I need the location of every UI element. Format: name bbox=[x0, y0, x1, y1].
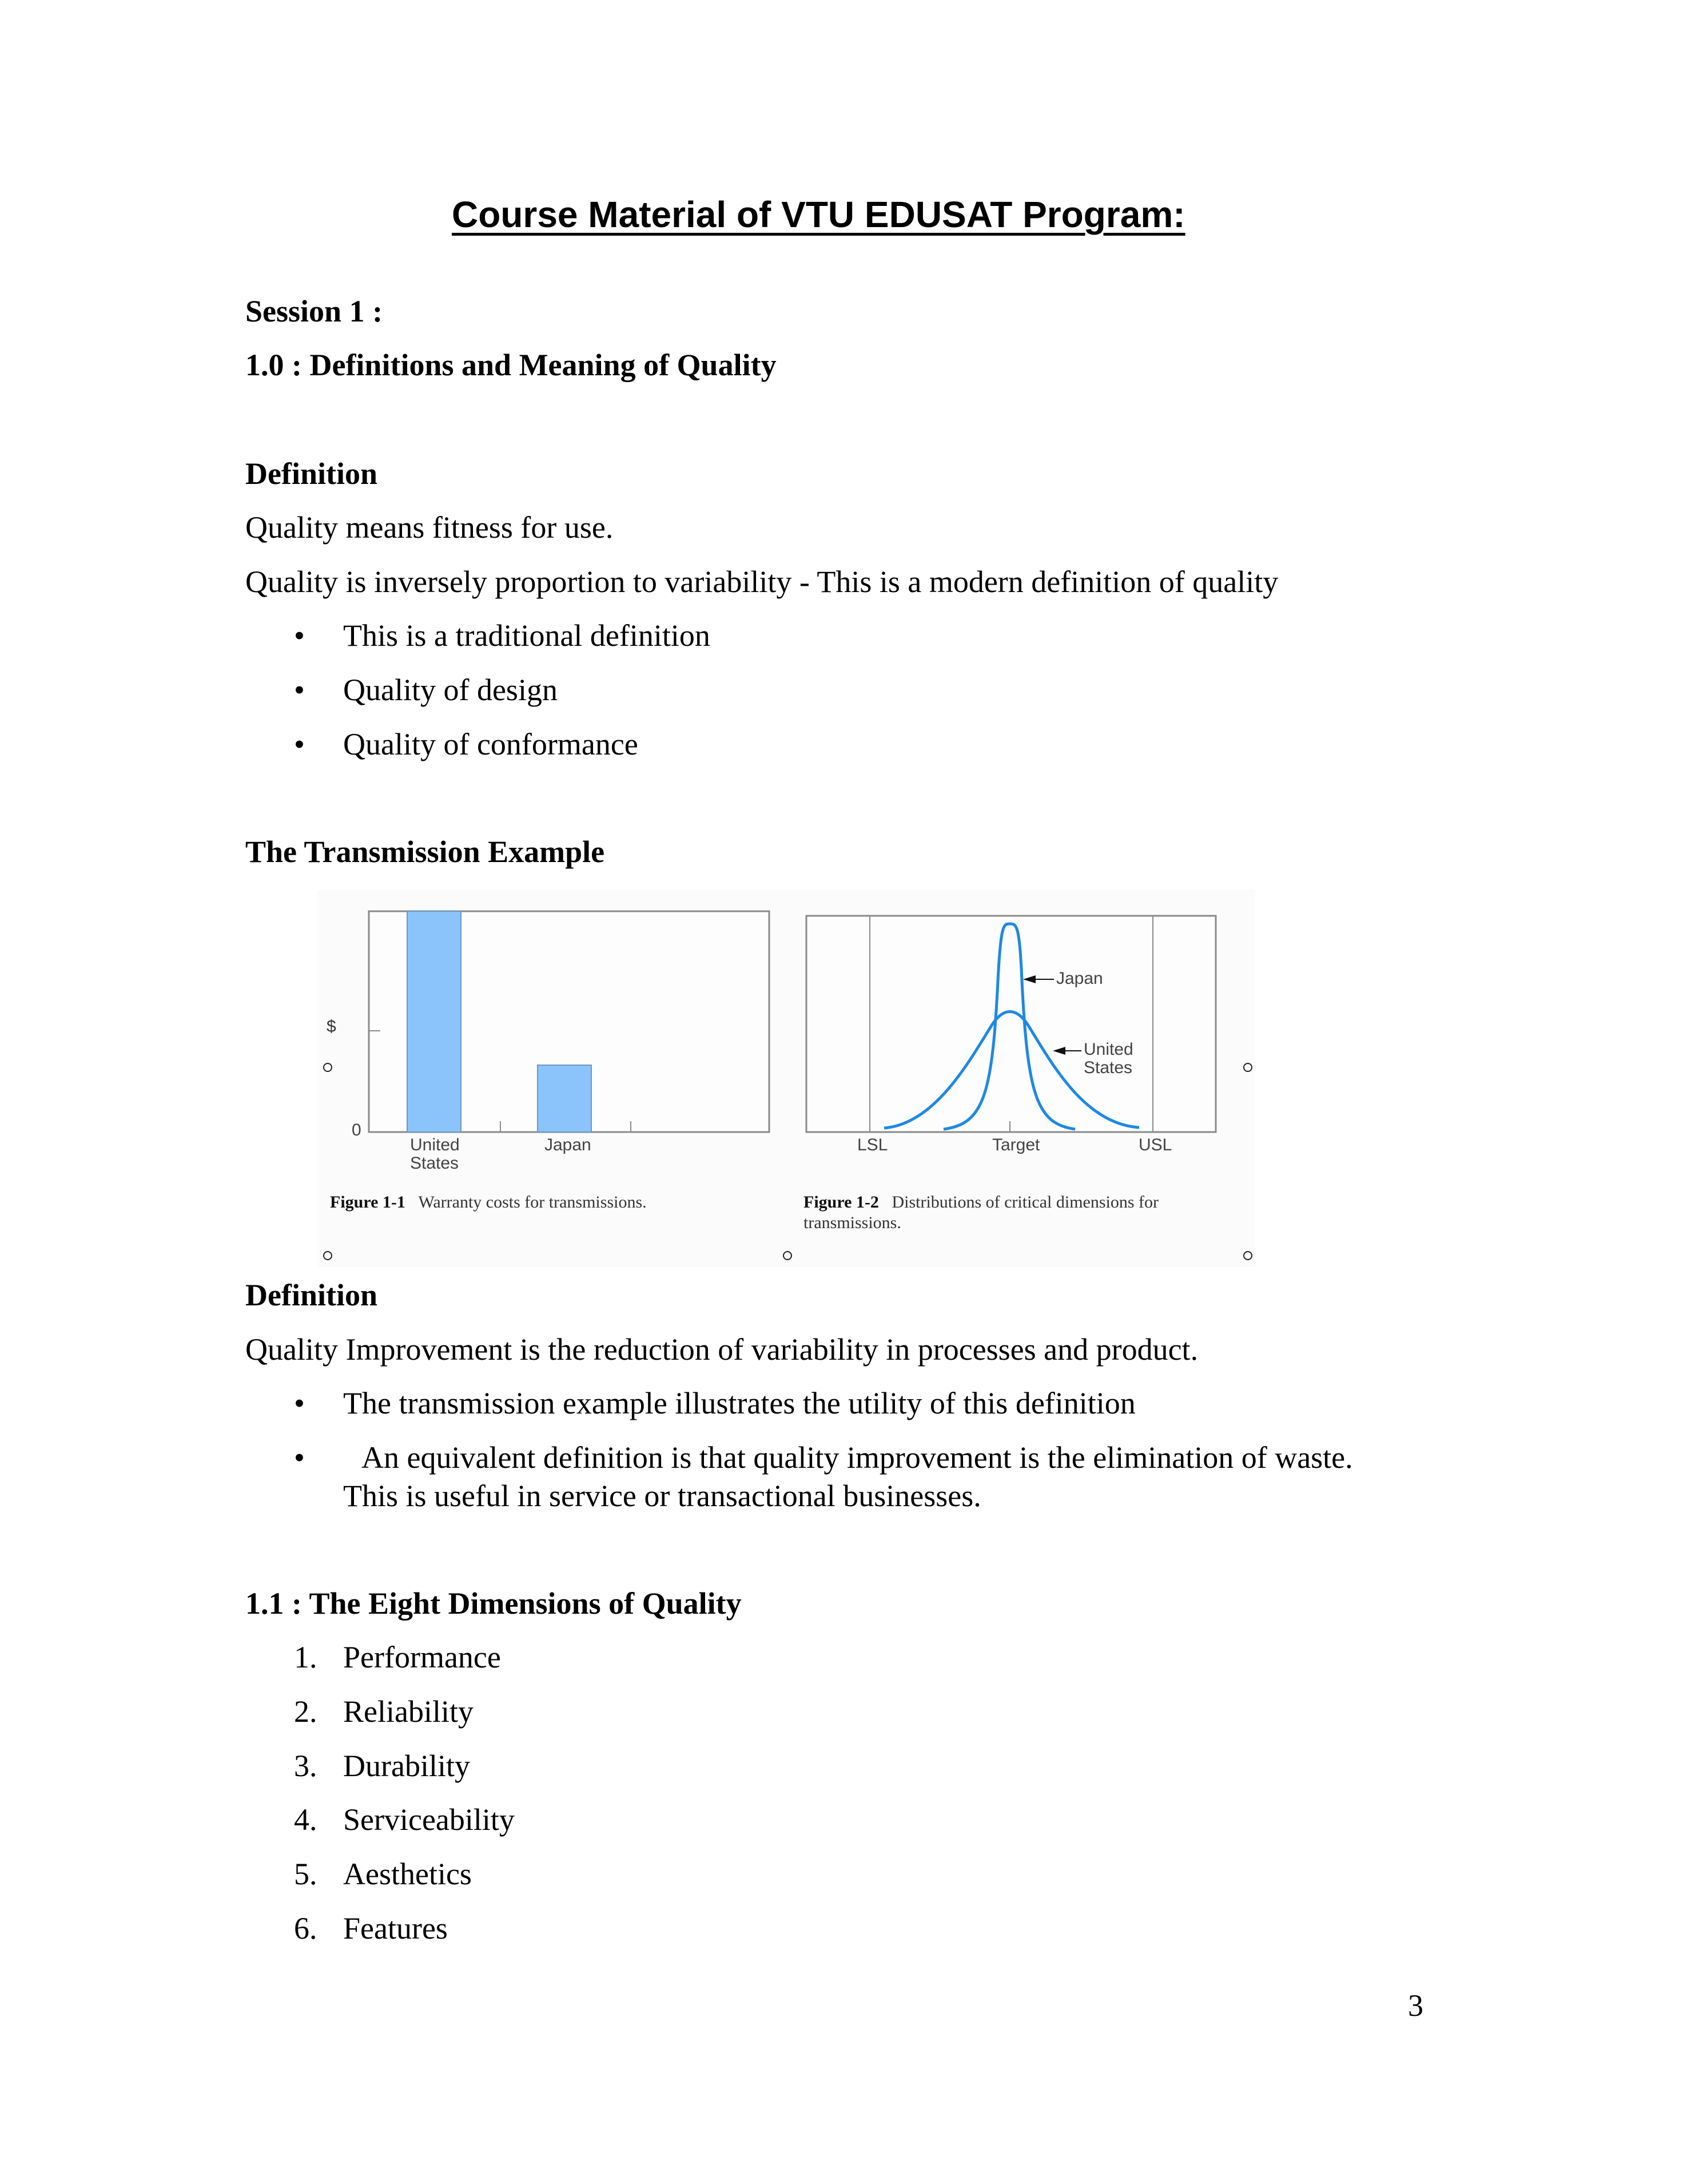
list-item: This is a traditional definition bbox=[343, 618, 710, 653]
section-heading-1-0: 1.0 : Definitions and Meaning of Quality bbox=[245, 348, 777, 382]
figure-1-2-caption-line2: transmissions. bbox=[803, 1213, 901, 1232]
bullet-icon: • bbox=[294, 673, 305, 707]
x-tick-lsl: LSL bbox=[857, 1135, 888, 1154]
definition-line: Quality means fitness for use. bbox=[245, 510, 614, 545]
list-item-aesthetics: Aesthetics bbox=[343, 1857, 472, 1891]
bullet-icon: • bbox=[294, 618, 305, 653]
list-item-serviceability: Serviceability bbox=[343, 1802, 515, 1837]
bar-japan bbox=[538, 1065, 591, 1132]
list-number: 6. bbox=[294, 1911, 317, 1945]
annotation-states: States bbox=[1084, 1058, 1133, 1077]
x-label-japan: Japan bbox=[544, 1135, 591, 1154]
x-tick-usl: USL bbox=[1139, 1135, 1172, 1154]
bullet-icon: • bbox=[294, 1386, 305, 1420]
bullet-icon: • bbox=[294, 1440, 305, 1475]
session-heading: Session 1 : bbox=[245, 294, 383, 328]
list-item: Quality of design bbox=[343, 673, 558, 707]
y-axis-zero: 0 bbox=[352, 1121, 361, 1139]
list-item: The transmission example illustrates the utility of this definition bbox=[343, 1386, 1136, 1420]
caption-label: Figure 1-1 bbox=[330, 1193, 405, 1212]
figure-block bbox=[317, 890, 1255, 1267]
list-number: 5. bbox=[294, 1857, 317, 1891]
x-tick-target: Target bbox=[992, 1135, 1040, 1154]
transmission-example-heading: The Transmission Example bbox=[245, 835, 605, 869]
definition-line: Quality Improvement is the reduction of variability in processes and product. bbox=[245, 1332, 1199, 1367]
page-number: 3 bbox=[1408, 1988, 1423, 2023]
bullet-icon: • bbox=[294, 727, 305, 761]
list-item-reliability: Reliability bbox=[343, 1694, 474, 1729]
list-item-features: Features bbox=[343, 1911, 448, 1945]
annotation-japan: Japan bbox=[1056, 969, 1103, 988]
definition-heading: Definition bbox=[245, 456, 378, 491]
section-heading-1-1: 1.1 : The Eight Dimensions of Quality bbox=[245, 1586, 742, 1621]
caption-text: Warranty costs for transmissions. bbox=[418, 1193, 647, 1212]
definition-heading: Definition bbox=[245, 1278, 378, 1312]
figure-1-1-caption bbox=[330, 1193, 647, 1212]
list-number: 1. bbox=[294, 1640, 317, 1674]
y-axis-label: $ bbox=[327, 1017, 336, 1036]
list-number: 3. bbox=[294, 1749, 317, 1783]
figure-1-2-chart bbox=[806, 916, 1216, 1132]
list-item-durability: Durability bbox=[343, 1749, 470, 1783]
definition-line: Quality is inversely proportion to variability - This is a modern definition of quality bbox=[245, 565, 1279, 599]
list-number: 2. bbox=[294, 1694, 317, 1729]
list-item: Quality of conformance bbox=[343, 727, 638, 761]
bar-united-states bbox=[407, 911, 461, 1132]
figure-1-2-caption bbox=[803, 1193, 1159, 1212]
caption-text: Distributions of critical dimensions for bbox=[892, 1193, 1159, 1212]
document-title: Course Material of VTU EDUSAT Program: bbox=[452, 194, 1185, 235]
list-item-performance: Performance bbox=[343, 1640, 501, 1674]
list-item-continuation: This is useful in service or transactional businesses. bbox=[343, 1479, 981, 1513]
annotation-united: United bbox=[1084, 1040, 1133, 1059]
x-label-united: United bbox=[410, 1135, 460, 1154]
list-item: An equivalent definition is that quality improvement is the elimination of waste. bbox=[361, 1440, 1353, 1475]
x-label-states: States bbox=[410, 1154, 459, 1173]
list-number: 4. bbox=[294, 1802, 317, 1837]
caption-label: Figure 1-2 bbox=[803, 1193, 879, 1212]
